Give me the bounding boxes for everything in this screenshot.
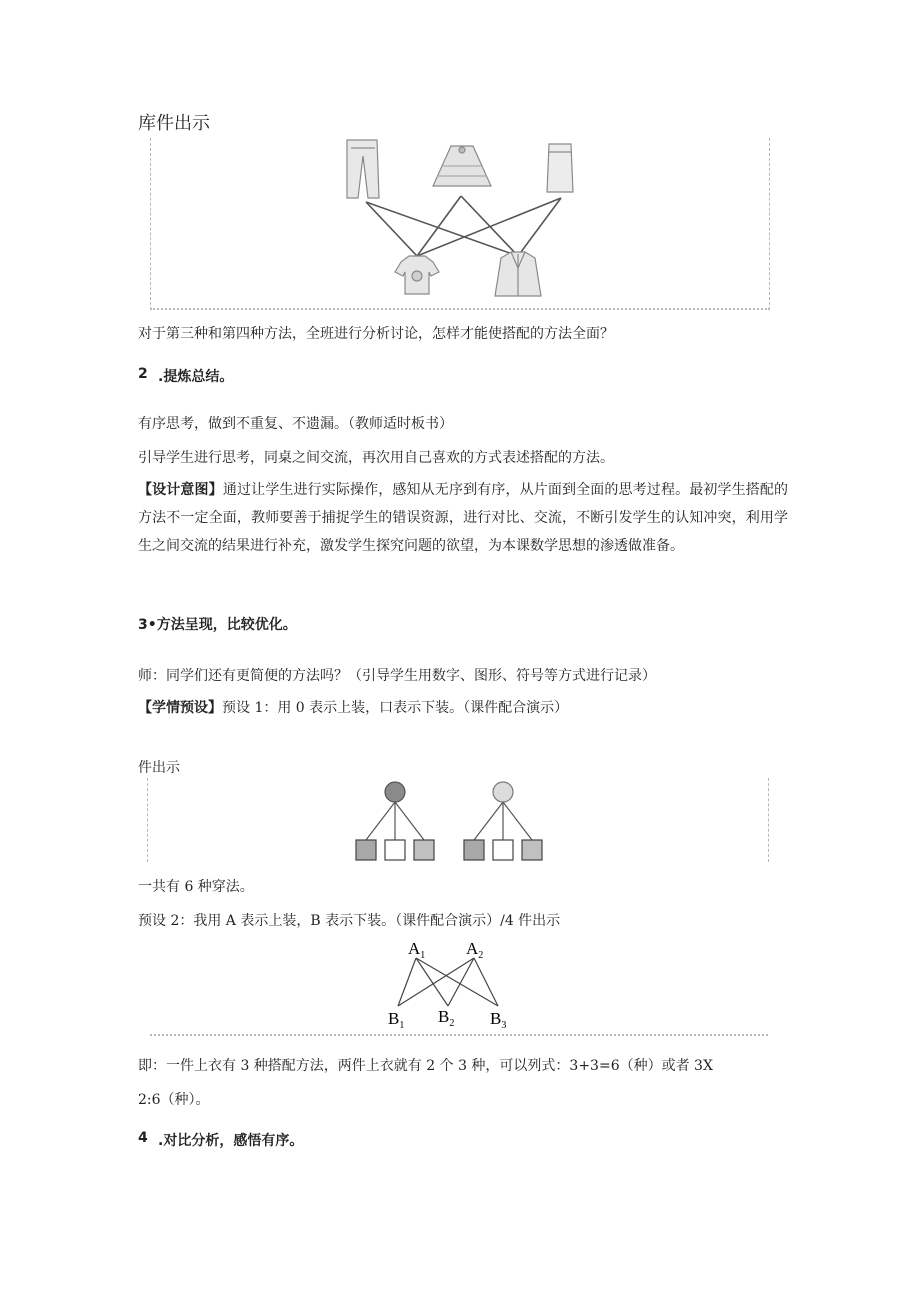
ab-match-diagram: [376, 934, 536, 1030]
step2-title: .提炼总结。: [158, 369, 234, 385]
shape-tree-diagram: [340, 774, 560, 866]
label-b2: $B_2$: [438, 1007, 455, 1029]
top-circle-dark: [385, 782, 405, 802]
bottom-square-dark: [464, 840, 484, 860]
tshirt-icon: [395, 256, 439, 294]
match-line: [366, 202, 417, 256]
summary-line-1: 有序思考，做到不重复、不遗漏。（教师适时板书）: [138, 416, 453, 432]
formula-line-2: 2:6（种）。: [138, 1092, 210, 1108]
jacket-icon: [495, 252, 541, 296]
match-lines: [366, 196, 561, 256]
clothing-figure-frame: [150, 138, 770, 310]
design-intent-tag: 【设计意图】: [138, 482, 223, 498]
discussion-text: 对于第三种和第四种方法，全班进行分析讨论，怎样才能使搭配的方法全面？: [138, 326, 614, 342]
match-line: [366, 202, 518, 256]
bottom-square-gray: [522, 840, 542, 860]
label-a2: $A_2$: [466, 939, 484, 961]
step2-number: 2: [138, 366, 148, 382]
total-ways-text: 一共有 6 种穿法。: [138, 879, 254, 895]
preset-2-text: 预设 2：我用 A 表示上装，B 表示下装。（课件配合演示）/4 件出示: [138, 913, 561, 929]
section-heading-show: 件出示: [138, 760, 180, 776]
formula-line-1: 即：一件上衣有 3 种搭配方法，两件上衣就有 2 个 3 种，可以列式：3+3=6（种）或者 3X: [138, 1058, 713, 1074]
label-b3: $B_3$: [490, 1009, 507, 1030]
tube-skirt-icon: [547, 144, 573, 192]
ab-figure-divider: [150, 1034, 768, 1036]
clothing-match-diagram: [151, 138, 769, 308]
top-circle-light: [493, 782, 513, 802]
bottom-square-white: [493, 840, 513, 860]
section-heading-courseware: 库件出示: [138, 113, 210, 134]
pants-icon: [347, 140, 379, 198]
bottom-square-dark: [356, 840, 376, 860]
design-intent-paragraph: [138, 476, 788, 560]
shape-figure-left-border: [147, 778, 148, 862]
teacher-question: 师：同学们还有更简便的方法吗？（引导学生用数字、图形、符号等方式进行记录）: [138, 668, 656, 684]
bottom-square-white: [385, 840, 405, 860]
label-a1: $A_1$: [408, 939, 426, 961]
step3-title: 3•方法呈现，比较优化。: [138, 617, 297, 633]
design-intent-text: 通过让学生进行实际操作，感知从无序到有序，从片面到全面的思考过程。最初学生搭配的方法不一定全面，教师要善于捕捉学生的错误资源，进行对比、交流，不断引发学生的认知冲突，利用学生之间交流的结果进行补充，激发学生探究问题的欲望，为本课数学思想的渗透做准备。: [138, 482, 789, 554]
skirt-icon: [433, 146, 491, 186]
preset-1-line: [138, 698, 568, 718]
label-b1: $B_1$: [388, 1009, 405, 1030]
step4-number: 4: [138, 1130, 148, 1146]
shape-figure-right-border: [768, 778, 769, 862]
step4-title: .对比分析，感悟有序。: [158, 1133, 304, 1149]
summary-line-2: 引导学生进行思考，同桌之间交流，再次用自己喜欢的方式表述搭配的方法。: [138, 450, 614, 466]
bottom-square-gray: [414, 840, 434, 860]
preset-tag: 【学情预设】: [138, 700, 222, 716]
preset-1-text: 预设 1：用 0 表示上装，口表示下装。（课件配合演示）: [222, 700, 569, 716]
